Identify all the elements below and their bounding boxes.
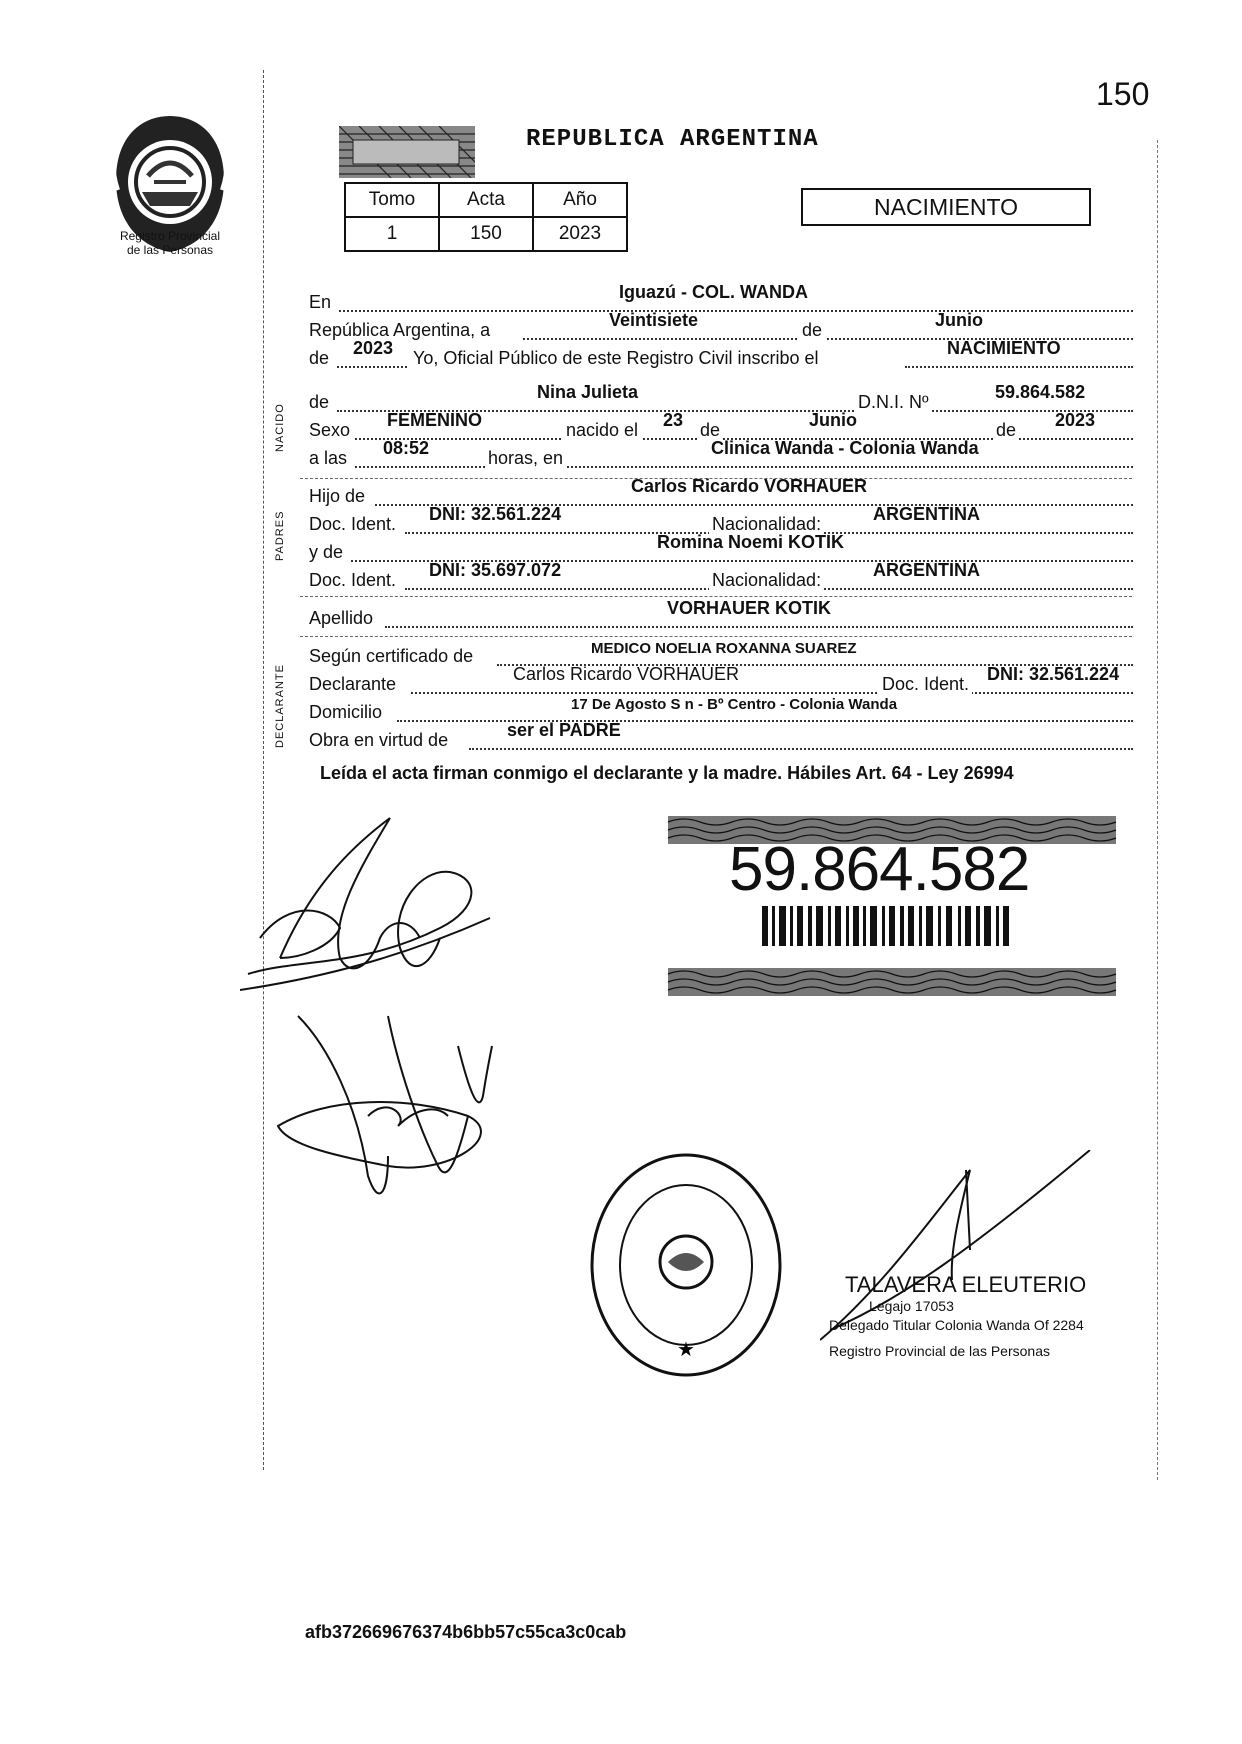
- section-label-nacido: NACIDO: [274, 403, 286, 452]
- value-dia-nac: 23: [663, 410, 684, 430]
- row-obra: [309, 720, 1133, 752]
- official-name: TALAVERA ELEUTERIO: [845, 1272, 1087, 1297]
- value-madre: Romina Noemi KOTIK: [657, 532, 845, 552]
- label-y-de: y de: [309, 542, 344, 562]
- closing-note: Leída el acta firman conmigo el declarante y la madre. Hábiles Art. 64 - Ley 26994: [320, 763, 1014, 783]
- dni-number-large: 59.864.582: [729, 835, 1030, 904]
- section-separator: [300, 636, 1132, 637]
- value-madre-doc: DNI: 35.697.072: [429, 560, 562, 580]
- value-madre-nac: ARGENTINA: [873, 560, 980, 580]
- value-anio: 2023: [353, 338, 394, 358]
- barcode: [762, 906, 1010, 946]
- label-doc-ident: Doc. Ident.: [309, 514, 397, 534]
- row-madre-doc: [309, 560, 1133, 592]
- row-lugar: [309, 282, 1133, 314]
- label-dni: D.N.I. Nº: [855, 392, 932, 413]
- row-declarante: [309, 664, 1133, 696]
- dotted-line: [411, 692, 1133, 694]
- value-obra: ser el PADRE: [507, 720, 621, 740]
- label-doc-ident-madre: Doc. Ident.: [309, 570, 397, 590]
- label-en: En: [309, 292, 332, 312]
- label-doc-ident-declarante: Doc. Ident.: [879, 674, 972, 695]
- value-declarante-doc: DNI: 32.561.224: [987, 664, 1120, 684]
- security-band-bottom: [668, 968, 1116, 996]
- right-margin-line: [1157, 140, 1158, 1480]
- row-inscripcion: [309, 338, 1133, 370]
- label-apellido: Apellido: [309, 608, 374, 628]
- dotted-line: [905, 366, 1133, 368]
- label-sexo: Sexo: [309, 420, 351, 440]
- value-dia: Veintisiete: [609, 310, 699, 330]
- dotted-line: [339, 310, 1133, 312]
- value-anio: 2023: [533, 217, 627, 251]
- label-de: de: [799, 320, 825, 341]
- dotted-line: [355, 466, 1133, 468]
- row-apellido: [309, 598, 1133, 630]
- value-domicilio: 17 De Agosto S n - Bº Centro - Colonia Wanda: [571, 696, 898, 713]
- dotted-line: [337, 366, 407, 368]
- section-separator: [300, 596, 1132, 597]
- value-anio-nac: 2023: [1055, 410, 1096, 430]
- label-segun: Según certificado de: [309, 646, 474, 666]
- country-title: REPUBLICA ARGENTINA: [526, 126, 819, 153]
- svg-text:★: ★: [677, 1337, 695, 1361]
- value-declarante: Carlos Ricardo VORHAUER: [513, 664, 740, 684]
- logo-caption-line-2: de las Personas: [126, 243, 214, 257]
- value-padre-nac: ARGENTINA: [873, 504, 980, 524]
- act-type-box: NACIMIENTO: [801, 188, 1091, 226]
- label-nacido-el: nacido el: [563, 420, 641, 441]
- label-de-anio-nac: de: [993, 420, 1019, 441]
- official-legajo: Legajo 17053: [869, 1298, 954, 1314]
- label-yo: Yo, Oficial Público de este Registro Civil inscribo el: [413, 348, 819, 368]
- value-hora: 08:52: [383, 438, 430, 458]
- label-obra: Obra en virtud de: [309, 730, 449, 750]
- security-stamp: [339, 126, 475, 178]
- value-padre-doc: DNI: 32.561.224: [429, 504, 562, 524]
- margin-line: [263, 70, 264, 1470]
- value-tomo: 1: [345, 217, 439, 251]
- value-lugar: Iguazú - COL. WANDA: [619, 282, 808, 302]
- section-label-declarante: DECLARANTE: [274, 664, 286, 748]
- value-mes-nac: Junio: [809, 410, 857, 430]
- signature-madre: [268, 1006, 538, 1216]
- label-republica: República Argentina, a: [309, 320, 491, 340]
- label-de-mes: de: [697, 420, 723, 441]
- official-org: Registro Provincial de las Personas: [829, 1343, 1050, 1359]
- label-horas-en: horas, en: [485, 448, 566, 469]
- value-lugar-nac: Clinica Wanda - Colonia Wanda: [711, 438, 979, 458]
- header-tomo: Tomo: [345, 183, 439, 217]
- label-hijo-de: Hijo de: [309, 486, 366, 506]
- label-declarante: Declarante: [309, 674, 397, 694]
- label-nacionalidad: Nacionalidad:: [709, 514, 824, 535]
- value-nombre: Nina Julieta: [537, 382, 639, 402]
- label-a-las: a las: [309, 448, 348, 468]
- dotted-line: [469, 748, 1133, 750]
- logo-caption: [94, 229, 246, 257]
- value-dni: 59.864.582: [995, 382, 1086, 402]
- row-hora: [309, 438, 1133, 470]
- dotted-line: [385, 626, 1133, 628]
- label-nacionalidad-madre: Nacionalidad:: [709, 570, 824, 591]
- section-label-padres: PADRES: [274, 510, 286, 561]
- official-seal: [588, 1150, 784, 1380]
- value-tipo: NACIMIENTO: [947, 338, 1061, 358]
- header-acta: Acta: [439, 183, 533, 217]
- label-domicilio: Domicilio: [309, 702, 383, 722]
- value-acta: 150: [439, 217, 533, 251]
- official-cargo: Delegado Titular Colonia Wanda Of 2284: [829, 1317, 1084, 1333]
- label-de-nombre: de: [309, 392, 330, 412]
- page-number: 150: [1096, 76, 1150, 112]
- document-hash: afb372669676374b6bb57c55ca3c0cab: [305, 1622, 627, 1642]
- value-padre: Carlos Ricardo VORHAUER: [631, 476, 868, 496]
- row-domicilio: [309, 698, 1133, 724]
- value-mes: Junio: [935, 310, 983, 330]
- value-sexo: FEMENINO: [387, 410, 483, 430]
- value-certificado: MEDICO NOELIA ROXANNA SUAREZ: [591, 640, 857, 657]
- act-reference-table: [344, 182, 628, 252]
- logo-caption-line-1: Registro Provincial: [119, 229, 221, 243]
- header-anio: Año: [533, 183, 627, 217]
- signature-declarante: [240, 808, 510, 1008]
- label-de-anio: de: [309, 348, 330, 368]
- value-apellido: VORHAUER KOTIK: [667, 598, 832, 618]
